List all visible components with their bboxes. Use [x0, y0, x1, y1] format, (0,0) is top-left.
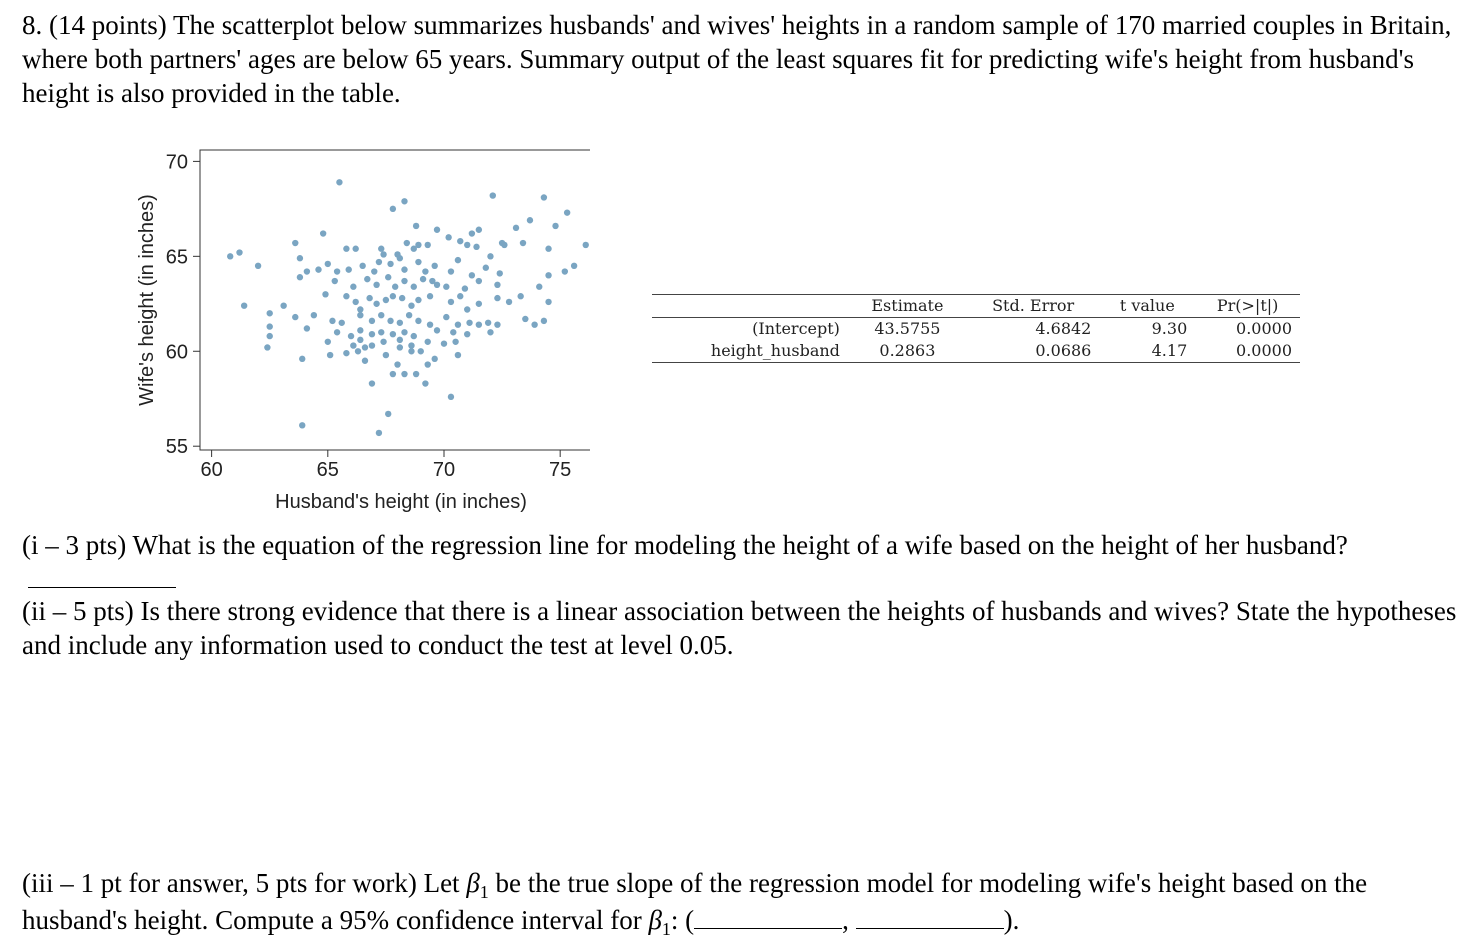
data-point [448, 299, 454, 305]
data-point [334, 268, 340, 274]
data-point [411, 333, 417, 339]
data-point [264, 344, 270, 350]
data-point [304, 268, 310, 274]
data-point [267, 333, 273, 339]
beta-symbol: $\beta_1$ [466, 868, 489, 902]
data-point [399, 295, 405, 301]
data-point [448, 394, 454, 400]
data-point [476, 301, 482, 307]
data-point [385, 411, 391, 417]
data-point [441, 340, 447, 346]
data-point [397, 337, 403, 343]
interval-close: ). [1003, 905, 1020, 935]
data-point [522, 316, 528, 322]
data-point [485, 320, 491, 326]
data-point [415, 297, 421, 303]
data-point [413, 371, 419, 377]
table-row [652, 340, 1300, 363]
data-point [562, 268, 568, 274]
data-point [464, 331, 470, 337]
data-point [320, 230, 326, 236]
data-point [397, 320, 403, 326]
data-point [501, 242, 507, 248]
data-point [425, 339, 431, 345]
data-point [443, 314, 449, 320]
data-point [346, 266, 352, 272]
data-point [494, 282, 500, 288]
data-point [434, 327, 440, 333]
std-error-value: 4.6842 [1035, 319, 1092, 338]
data-point [443, 284, 449, 290]
data-point [292, 314, 298, 320]
data-point [332, 278, 338, 284]
data-point [325, 261, 331, 267]
data-point [431, 356, 437, 362]
data-point [390, 371, 396, 377]
data-point [545, 272, 551, 278]
x-tick-label: 60 [200, 459, 223, 481]
row-label: (Intercept) [752, 319, 840, 338]
table-header-row [652, 295, 1300, 318]
data-point [427, 321, 433, 327]
data-point [431, 263, 437, 269]
data-points [227, 179, 589, 436]
data-point [401, 371, 407, 377]
data-point [343, 293, 349, 299]
data-point [401, 198, 407, 204]
data-point [517, 293, 523, 299]
data-point [483, 265, 489, 271]
data-point [541, 318, 547, 324]
p-value: 0.0000 [1236, 319, 1292, 338]
data-point [401, 329, 407, 335]
data-point [487, 329, 493, 335]
data-point [394, 361, 400, 367]
data-point [369, 342, 375, 348]
data-point [378, 246, 384, 252]
data-point [552, 223, 558, 229]
data-point [418, 348, 424, 354]
y-tick-label: 55 [165, 436, 188, 459]
t-value: 4.17 [1151, 341, 1188, 360]
data-point [339, 320, 345, 326]
data-point [462, 285, 468, 291]
question-i-text: (i – 3 pts) What is the equation of the regression line for modeling the height of a wife based on the height of her husband? [22, 530, 1348, 560]
data-point [425, 361, 431, 367]
interval-open: : ( [670, 905, 695, 935]
data-point [378, 329, 384, 335]
data-point [336, 179, 342, 185]
data-point [280, 302, 286, 308]
answer-blank[interactable] [28, 563, 176, 588]
t-value: 9.30 [1151, 319, 1188, 338]
estimate-value: 0.2863 [879, 341, 936, 360]
beta-symbol: $\beta_1$ [648, 905, 671, 939]
data-point [329, 318, 335, 324]
data-point [236, 249, 242, 255]
header-p-value: Pr(>|t|) [1216, 296, 1279, 315]
data-point [457, 238, 463, 244]
data-point [267, 310, 273, 316]
plot-frame [200, 150, 590, 450]
data-point [350, 284, 356, 290]
data-point [457, 293, 463, 299]
data-point [583, 242, 589, 248]
data-point [343, 246, 349, 252]
data-point [311, 312, 317, 318]
data-point [299, 422, 305, 428]
data-point [390, 206, 396, 212]
data-point [469, 272, 475, 278]
data-point [494, 295, 500, 301]
data-point [448, 268, 454, 274]
data-point [380, 339, 386, 345]
data-point [476, 321, 482, 327]
header-std-error: Std. Error [992, 296, 1075, 315]
data-point [413, 223, 419, 229]
data-point [376, 430, 382, 436]
data-point [397, 344, 403, 350]
problem-intro: 8. (14 points) The scatterplot below summarizes husbands' and wives' heights in a random sample of 170 married couples in Britain, where both partners' ages are below 65 years. Summary output of the least squares fit for predicting wife's height from husband's height is also provided in the table. [22, 10, 1452, 108]
data-point [466, 320, 472, 326]
ci-lower-blank[interactable] [694, 904, 842, 929]
data-point [422, 268, 428, 274]
x-tick-label: 75 [549, 459, 572, 481]
x-axis [200, 450, 571, 481]
data-point [376, 259, 382, 265]
data-point [366, 295, 372, 301]
data-point [383, 352, 389, 358]
data-point [292, 240, 298, 246]
data-point [541, 194, 547, 200]
data-point [452, 339, 458, 345]
data-point [425, 242, 431, 248]
data-point [427, 293, 433, 299]
data-point [322, 291, 328, 297]
header-blank [652, 295, 848, 318]
data-point [387, 261, 393, 267]
data-point [357, 327, 363, 333]
data-point [490, 192, 496, 198]
data-point [334, 329, 340, 335]
data-point [476, 227, 482, 233]
scatterplot [120, 135, 590, 525]
data-point [513, 225, 519, 231]
data-point [359, 263, 365, 269]
data-point [373, 301, 379, 307]
data-point [369, 380, 375, 386]
data-point [420, 276, 426, 282]
data-point [315, 266, 321, 272]
data-point [487, 253, 493, 259]
x-tick-label: 65 [316, 459, 339, 481]
data-point [380, 251, 386, 257]
data-point [527, 217, 533, 223]
data-point [304, 325, 310, 331]
data-point [545, 246, 551, 252]
data-point [520, 240, 526, 246]
data-point [401, 278, 407, 284]
regression-summary-table [652, 294, 1300, 363]
data-point [411, 284, 417, 290]
data-point [445, 234, 451, 240]
data-point [371, 268, 377, 274]
row-label: height_husband [710, 341, 840, 360]
data-point [429, 278, 435, 284]
data-point [355, 348, 361, 354]
ci-upper-blank[interactable] [856, 904, 1004, 929]
data-point [564, 209, 570, 215]
data-point [408, 342, 414, 348]
data-point [455, 352, 461, 358]
y-axis-label: Wife's height (in inches) [136, 194, 158, 406]
data-point [397, 255, 403, 261]
data-point [327, 352, 333, 358]
data-point [473, 244, 479, 250]
data-point [455, 257, 461, 263]
data-point [369, 331, 375, 337]
beta-subscript: 1 [661, 919, 671, 939]
data-point [404, 240, 410, 246]
estimate-value: 43.5755 [874, 319, 941, 338]
data-point [297, 274, 303, 280]
question-iii [22, 866, 1462, 940]
header-t-value: t value [1119, 296, 1175, 315]
data-point [450, 329, 456, 335]
data-point [408, 348, 414, 354]
data-point [494, 321, 500, 327]
y-tick-label: 60 [165, 341, 188, 364]
data-point [408, 302, 414, 308]
data-point [411, 246, 417, 252]
data-point [415, 318, 421, 324]
data-point [362, 344, 368, 350]
data-point [357, 312, 363, 318]
std-error-value: 0.0686 [1035, 341, 1092, 360]
data-point [350, 342, 356, 348]
y-axis [166, 151, 200, 458]
data-point [241, 302, 247, 308]
data-point [352, 246, 358, 252]
data-point [299, 356, 305, 362]
question-ii-text: (ii – 5 pts) Is there strong evidence that there is a linear association between the heights of husbands and wives? State the hypotheses and include any information used to conduct the test at level 0.05. [22, 596, 1457, 660]
y-tick-label: 65 [165, 246, 188, 269]
header-estimate: Estimate [871, 296, 944, 315]
data-point [455, 321, 461, 327]
data-point [267, 323, 273, 329]
data-point [536, 284, 542, 290]
data-point [392, 284, 398, 290]
data-point [401, 266, 407, 272]
question-i [22, 528, 1462, 596]
data-point [227, 253, 233, 259]
data-point [364, 276, 370, 282]
data-point [476, 278, 482, 284]
data-point [571, 263, 577, 269]
data-point [464, 306, 470, 312]
table-row [652, 318, 1300, 341]
question-iii-text-2: be the true slope of the regression model for modeling wife's height based on the husband's height. Compute a 95% confidence interval for [22, 868, 1368, 935]
data-point [464, 242, 470, 248]
data-point [369, 318, 375, 324]
data-point [385, 274, 391, 280]
data-point [387, 318, 393, 324]
interval-comma: , [842, 905, 849, 935]
y-tick-label: 70 [165, 151, 188, 174]
data-point [383, 297, 389, 303]
data-point [348, 333, 354, 339]
data-point [362, 358, 368, 364]
data-point [422, 380, 428, 386]
data-point [352, 299, 358, 305]
data-point [373, 282, 379, 288]
x-axis-label: Husband's height (in inches) [275, 491, 527, 513]
data-point [390, 331, 396, 337]
data-point [390, 293, 396, 299]
data-point [343, 350, 349, 356]
data-point [415, 259, 421, 265]
data-point [469, 230, 475, 236]
data-point [545, 299, 551, 305]
data-point [531, 321, 537, 327]
question-ii [22, 594, 1462, 662]
data-point [357, 337, 363, 343]
data-point [325, 339, 331, 345]
data-point [434, 227, 440, 233]
data-point [378, 312, 384, 318]
data-point [297, 255, 303, 261]
data-point [497, 270, 503, 276]
data-point [406, 312, 412, 318]
x-tick-label: 70 [432, 459, 456, 481]
beta-subscript: 1 [479, 882, 489, 902]
data-point [357, 306, 363, 312]
p-value: 0.0000 [1236, 341, 1292, 360]
data-point [255, 263, 261, 269]
question-iii-text-1: (iii – 1 pt for answer, 5 pts for work) Let [22, 868, 460, 898]
data-point [506, 299, 512, 305]
